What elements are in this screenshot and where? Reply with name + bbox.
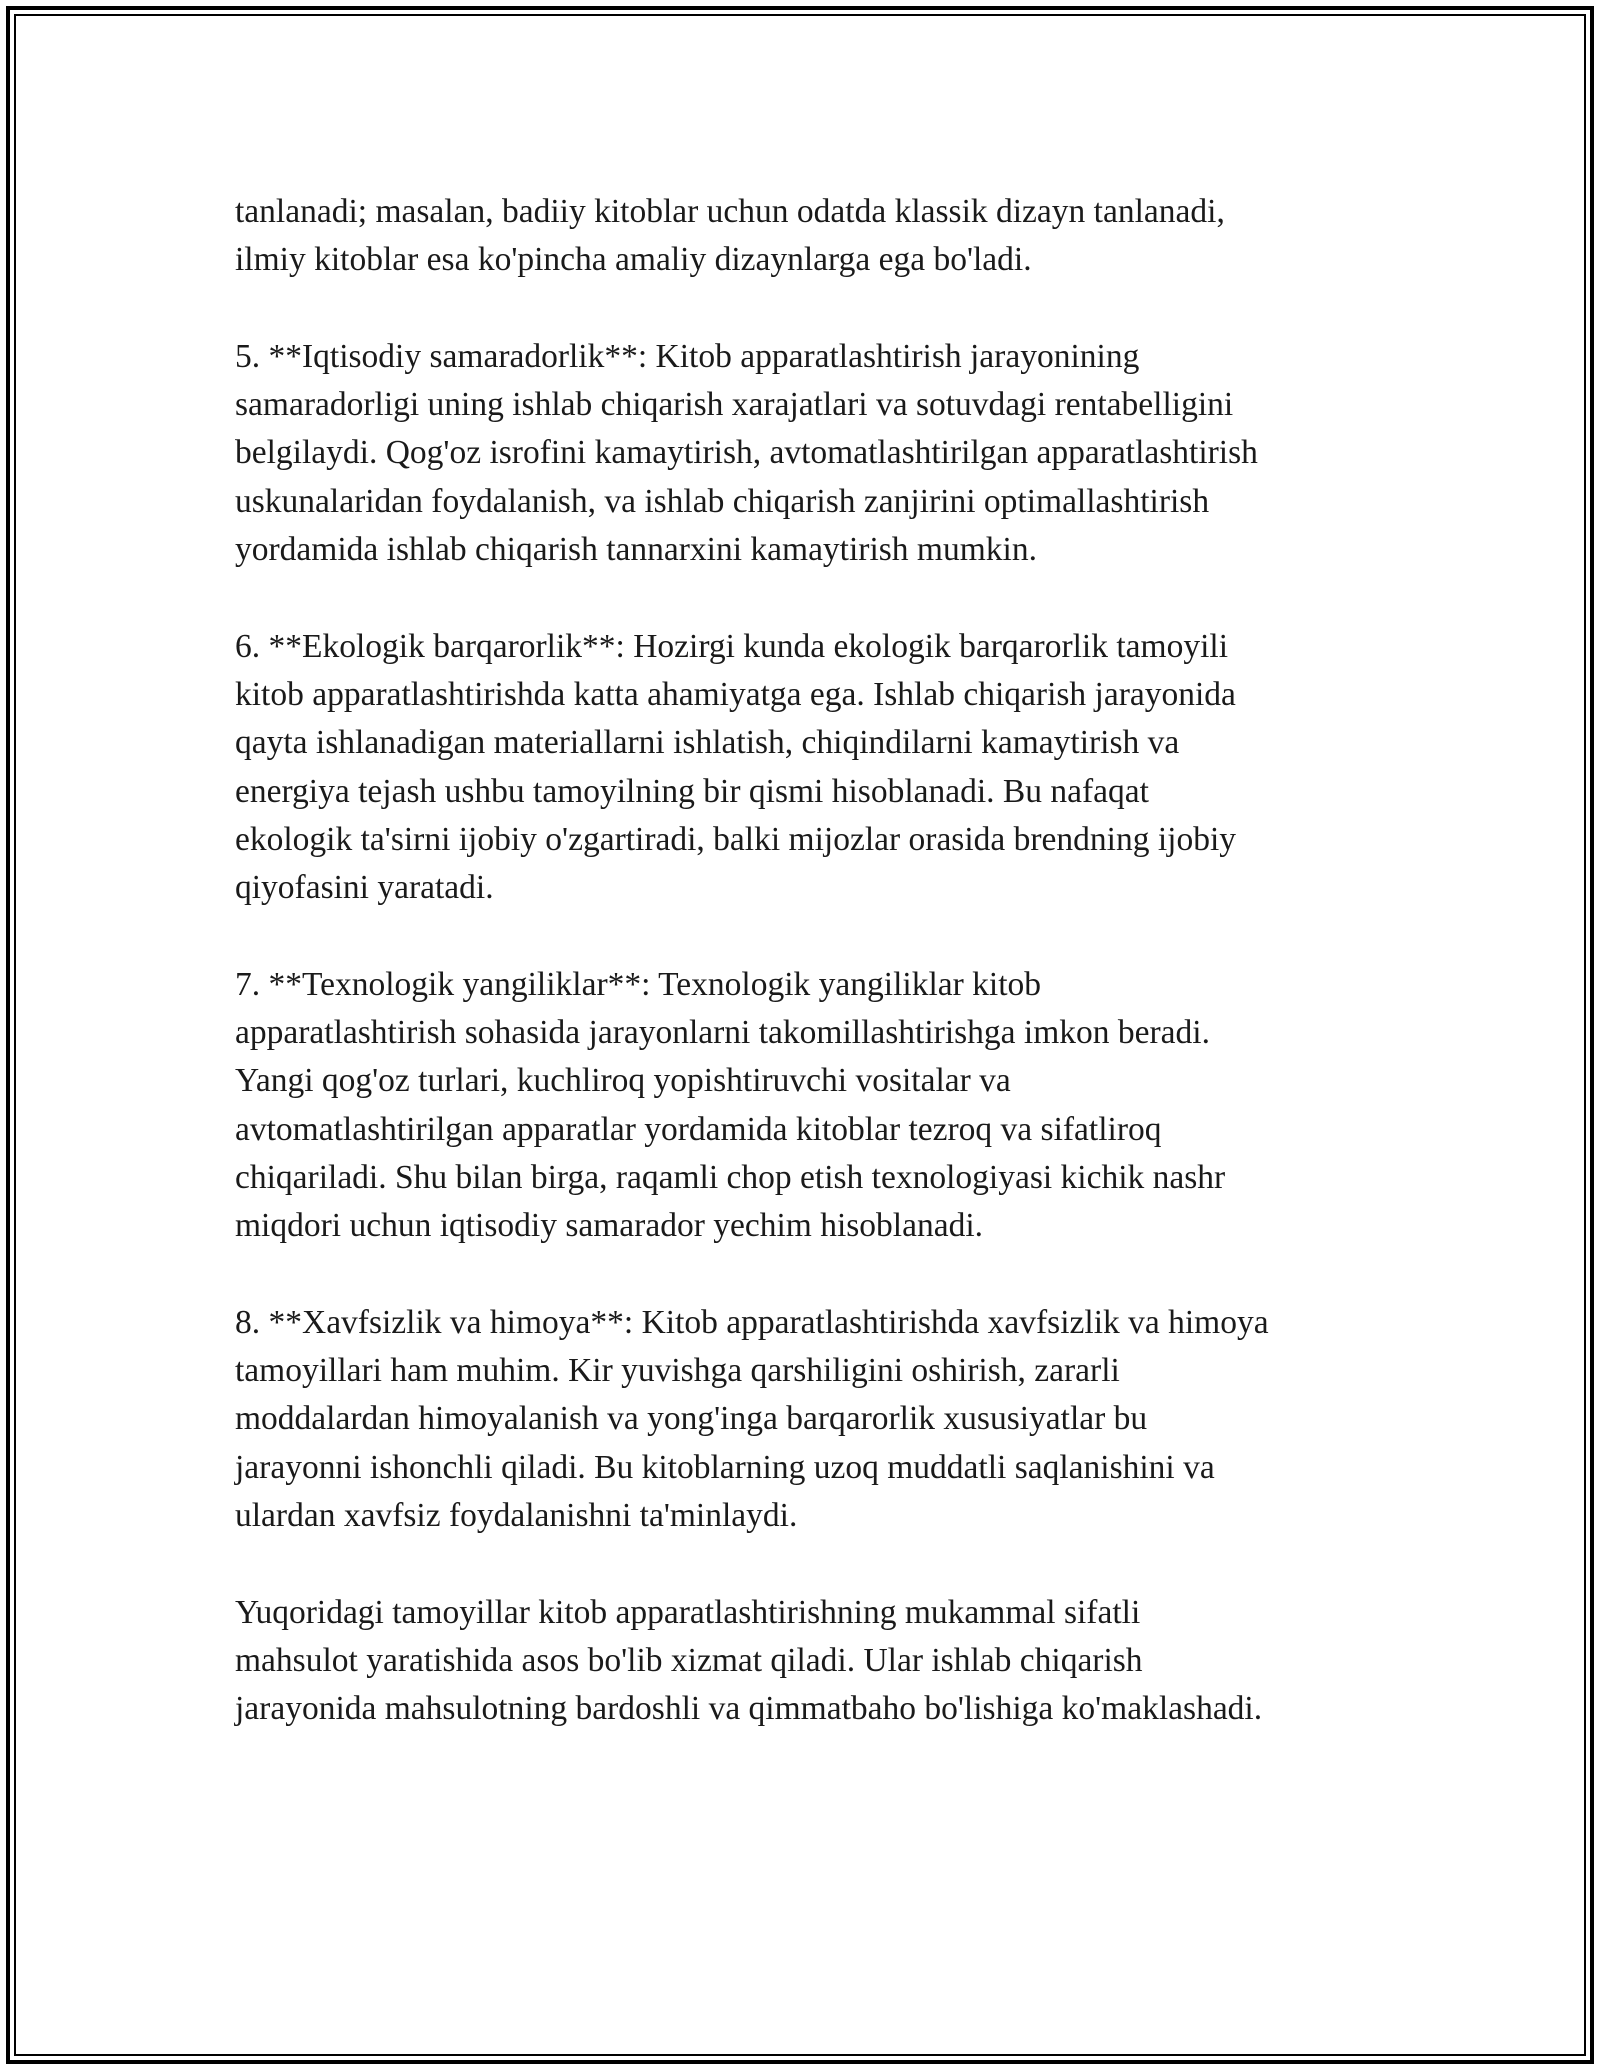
paragraph [235,1589,1385,1734]
paragraph [235,961,1385,1251]
text-line: qiyofasini yaratadi. [235,869,494,907]
paragraph [235,333,1385,574]
text-line: ulardan xavfsiz foydalanishni ta'minlaydi. [235,1497,798,1535]
text-line: 8. **Xavfsizlik va himoya**: Kitob apparatlashtirishda xavfsizlik va himoya [235,1303,1269,1341]
document-body [235,188,1385,1782]
text-line: belgilaydi. Qog'oz isrofini kamaytirish, avtomatlashtirilgan apparatlashtirish [235,434,1258,472]
text-line: samaradorligi uning ishlab chiqarish xarajatlari va sotuvdagi rentabelligini [235,386,1234,424]
text-line: Yuqoridagi tamoyillar kitob apparatlashtirishning mukammal sifatli [235,1593,1141,1631]
text-line: Yangi qog'oz turlari, kuchliroq yopishtiruvchi vositalar va [235,1062,1011,1100]
paragraph [235,1299,1385,1540]
text-line: tanlanadi; masalan, badiiy kitoblar uchun odatda klassik dizayn tanlanadi, [235,193,1225,230]
text-line: ilmiy kitoblar esa ko'pincha amaliy dizaynlarga ega bo'ladi. [235,241,1032,279]
text-line: moddalardan himoyalanish va yong'inga barqarorlik xususiyatlar bu [235,1400,1148,1438]
text-line: uskunalaridan foydalanish, va ishlab chiqarish zanjirini optimallashtirish [235,482,1210,520]
text-line: avtomatlashtirilgan apparatlar yordamida kitoblar tezroq va sifatliroq [235,1110,1162,1148]
text-line: miqdori uchun iqtisodiy samarador yechim hisoblanadi. [235,1207,984,1245]
text-line: 6. **Ekologik barqarorlik**: Hozirgi kunda ekologik barqarorlik tamoyili [235,627,1229,665]
text-line: kitob apparatlashtirishda katta ahamiyatga ega. Ishlab chiqarish jarayonida [235,675,1236,713]
text-line: mahsulot yaratishida asos bo'lib xizmat qiladi. Ular ishlab chiqarish [235,1641,1143,1679]
text-line: apparatlashtirish sohasida jarayonlarni takomillashtirishga imkon beradi. [235,1014,1210,1052]
text-line: chiqariladi. Shu bilan birga, raqamli chop etish texnologiyasi kichik nashr [235,1158,1226,1196]
text-line: 7. **Texnologik yangiliklar**: Texnologik yangiliklar kitob [235,965,1042,1003]
text-line: ekologik ta'sirni ijobiy o'zgartiradi, balki mijozlar orasida brendning ijobiy [235,820,1237,858]
text-line: yordamida ishlab chiqarish tannarxini kamaytirish mumkin. [235,531,1037,569]
text-line: jarayonida mahsulotning bardoshli va qimmatbaho bo'lishiga ko'maklashadi. [235,1690,1263,1728]
paragraph [235,623,1385,913]
text-line: jarayonni ishonchli qiladi. Bu kitoblarning uzoq muddatli saqlanishini va [235,1448,1215,1486]
paragraph [235,188,1385,285]
text-line: tamoyillari ham muhim. Kir yuvishga qarshiligini oshirish, zararli [235,1352,1120,1390]
text-line: 5. **Iqtisodiy samaradorlik**: Kitob apparatlashtirish jarayonining [235,337,1140,375]
text-line: energiya tejash ushbu tamoyilning bir qismi hisoblanadi. Bu nafaqat [235,772,1149,810]
text-line: qayta ishlanadigan materiallarni ishlatish, chiqindilarni kamaytirish va [235,724,1180,762]
